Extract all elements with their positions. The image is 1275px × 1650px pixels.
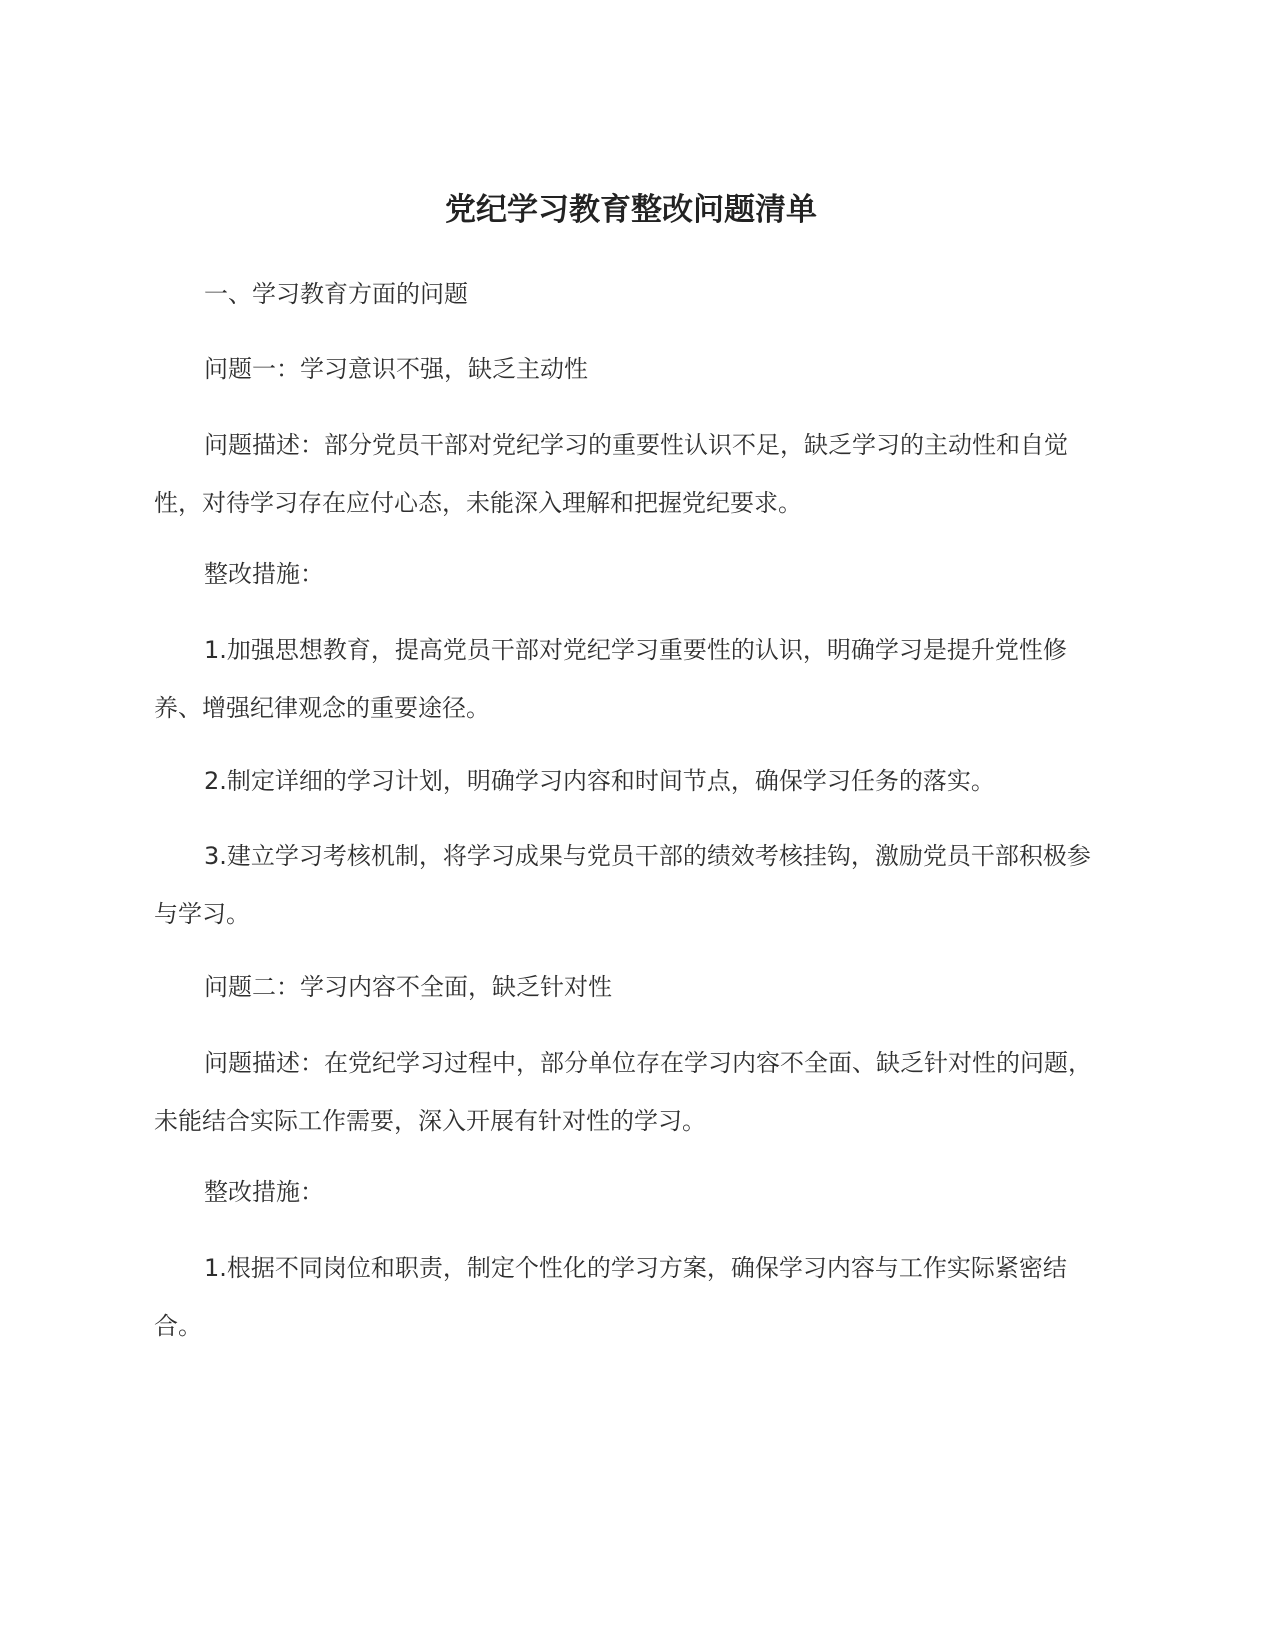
problem-one-measure-2: 2.制定详细的学习计划，明确学习内容和时间节点，确保学习任务的落实。 [204,767,995,795]
problem-one-measures-label: 整改措施： [204,560,324,588]
problem-one-measure-3: 3.建立学习考核机制，将学习成果与党员干部的绩效考核挂钩，激励党员干部积极参与学习。 [154,842,1091,928]
problem-one-heading: 问题一：学习意识不强，缺乏主动性 [204,355,588,383]
problem-one-measure-1: 1.加强思想教育，提高党员干部对党纪学习重要性的认识，明确学习是提升党性修养、增强纪律观念的重要途径。 [154,636,1067,722]
section-heading-study-education: 一、学习教育方面的问题 [204,280,468,308]
problem-two-heading: 问题二：学习内容不全面，缺乏针对性 [204,973,612,1001]
problem-one-description: 问题描述：部分党员干部对党纪学习的重要性认识不足，缺乏学习的主动性和自觉性，对待学习存在应付心态，未能深入理解和把握党纪要求。 [154,431,1068,517]
document-title: 党纪学习教育整改问题清单 [445,192,817,228]
problem-two-measure-1: 1.根据不同岗位和职责，制定个性化的学习方案，确保学习内容与工作实际紧密结合。 [154,1254,1067,1340]
problem-two-description: 问题描述：在党纪学习过程中，部分单位存在学习内容不全面、缺乏针对性的问题，未能结合实际工作需要，深入开展有针对性的学习。 [154,1049,1092,1135]
problem-two-measures-label: 整改措施： [204,1178,324,1206]
